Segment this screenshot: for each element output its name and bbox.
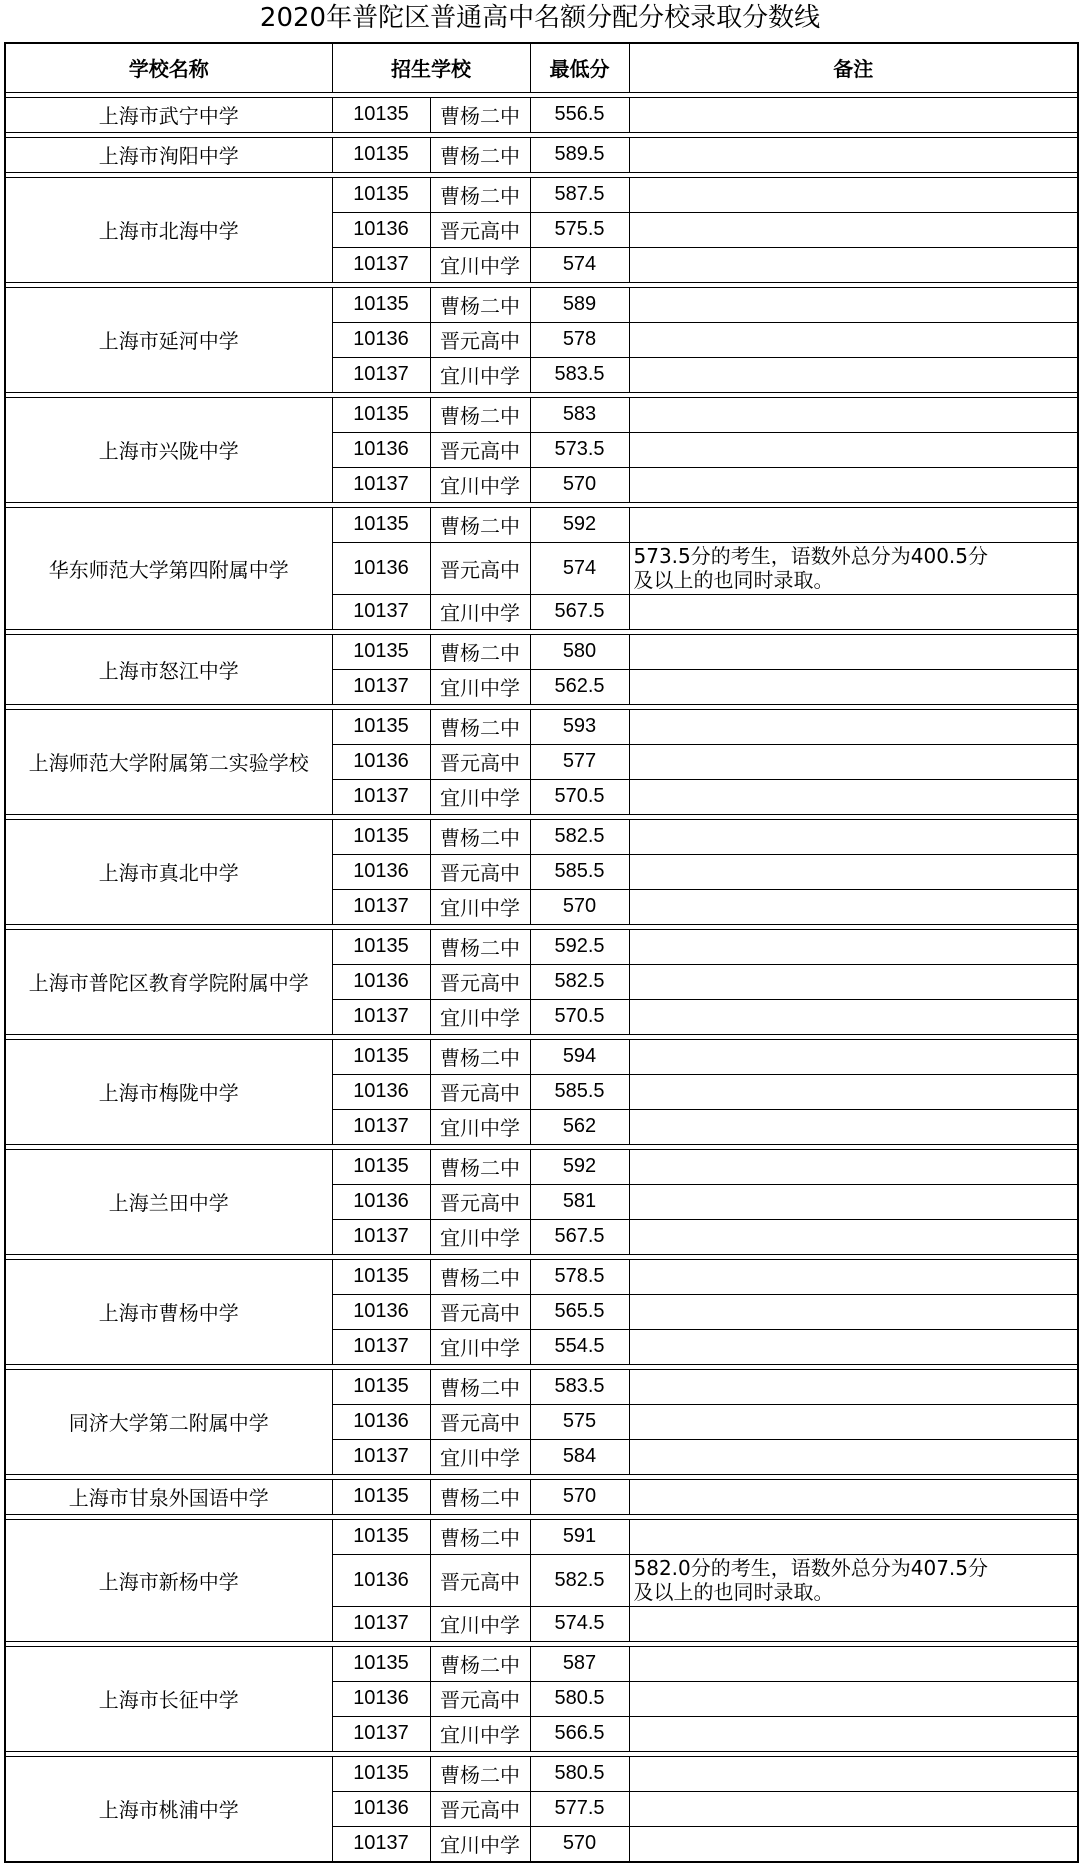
target-school-cell: 宜川中学 bbox=[430, 1329, 530, 1364]
note-line: 及以上的也同时录取。 bbox=[633, 1579, 834, 1604]
code-cell: 10137 bbox=[332, 1826, 430, 1862]
note-cell bbox=[629, 1519, 1078, 1554]
code-cell: 10137 bbox=[332, 357, 430, 392]
header-target: 招生学校 bbox=[332, 43, 530, 92]
code-cell: 10136 bbox=[332, 432, 430, 467]
code-cell: 10135 bbox=[332, 1519, 430, 1554]
table-row bbox=[5, 1259, 1078, 1294]
target-school-cell: 晋元高中 bbox=[430, 1791, 530, 1826]
note-cell bbox=[629, 357, 1078, 392]
table-row bbox=[5, 1479, 1078, 1514]
min-score-cell: 570 bbox=[530, 1826, 629, 1862]
code-cell: 10135 bbox=[332, 97, 430, 132]
note-line: 573.5分的考生，语数外总分为400.5分 bbox=[633, 543, 989, 568]
table-row bbox=[5, 634, 1078, 669]
code-cell: 10136 bbox=[332, 322, 430, 357]
code-cell: 10136 bbox=[332, 1404, 430, 1439]
note-cell bbox=[629, 1039, 1078, 1074]
school-name-cell: 上海市曹杨中学 bbox=[5, 1259, 332, 1364]
note-cell bbox=[629, 744, 1078, 779]
school-name-cell: 上海市梅陇中学 bbox=[5, 1039, 332, 1144]
table-row bbox=[5, 1149, 1078, 1184]
min-score-cell: 570 bbox=[530, 467, 629, 502]
target-school-cell: 曹杨二中 bbox=[430, 137, 530, 172]
min-score-cell: 574.5 bbox=[530, 1606, 629, 1641]
target-school-cell: 晋元高中 bbox=[430, 964, 530, 999]
note-cell bbox=[629, 1554, 1078, 1606]
min-score-cell: 587.5 bbox=[530, 177, 629, 212]
school-name-cell: 上海兰田中学 bbox=[5, 1149, 332, 1254]
table-body bbox=[5, 97, 1078, 1862]
school-name-cell: 上海市真北中学 bbox=[5, 819, 332, 924]
code-cell: 10137 bbox=[332, 779, 430, 814]
min-score-cell: 570.5 bbox=[530, 999, 629, 1034]
school-name-cell: 上海市桃浦中学 bbox=[5, 1756, 332, 1862]
target-school-cell: 晋元高中 bbox=[430, 1294, 530, 1329]
code-cell: 10135 bbox=[332, 634, 430, 669]
note-cell bbox=[629, 1219, 1078, 1254]
target-school-cell: 晋元高中 bbox=[430, 432, 530, 467]
min-score-cell: 583.5 bbox=[530, 357, 629, 392]
min-score-cell: 594 bbox=[530, 1039, 629, 1074]
note-cell bbox=[629, 1259, 1078, 1294]
school-name-cell: 上海师范大学附属第二实验学校 bbox=[5, 709, 332, 814]
note-cell bbox=[629, 1149, 1078, 1184]
table-row bbox=[5, 709, 1078, 744]
target-school-cell: 曹杨二中 bbox=[430, 97, 530, 132]
min-score-cell: 584 bbox=[530, 1439, 629, 1474]
note-cell bbox=[629, 854, 1078, 889]
note-cell bbox=[629, 669, 1078, 704]
code-cell: 10135 bbox=[332, 137, 430, 172]
code-cell: 10137 bbox=[332, 594, 430, 629]
note-cell bbox=[629, 397, 1078, 432]
note-cell bbox=[629, 542, 1078, 594]
code-cell: 10136 bbox=[332, 964, 430, 999]
min-score-cell: 592 bbox=[530, 507, 629, 542]
note-cell bbox=[629, 1756, 1078, 1791]
target-school-cell: 曹杨二中 bbox=[430, 177, 530, 212]
note-cell bbox=[629, 1439, 1078, 1474]
target-school-cell: 宜川中学 bbox=[430, 669, 530, 704]
note-cell bbox=[629, 1646, 1078, 1681]
min-score-cell: 562.5 bbox=[530, 669, 629, 704]
header-note: 备注 bbox=[629, 43, 1078, 92]
min-score-cell: 591 bbox=[530, 1519, 629, 1554]
note-cell bbox=[629, 212, 1078, 247]
min-score-cell: 589.5 bbox=[530, 137, 629, 172]
min-score-cell: 593 bbox=[530, 709, 629, 744]
target-school-cell: 宜川中学 bbox=[430, 999, 530, 1034]
target-school-cell: 宜川中学 bbox=[430, 1109, 530, 1144]
note-cell bbox=[629, 137, 1078, 172]
note-cell bbox=[629, 1791, 1078, 1826]
table-row bbox=[5, 97, 1078, 132]
min-score-cell: 592 bbox=[530, 1149, 629, 1184]
code-cell: 10135 bbox=[332, 177, 430, 212]
note-cell bbox=[629, 1404, 1078, 1439]
note-cell bbox=[629, 177, 1078, 212]
min-score-cell: 585.5 bbox=[530, 1074, 629, 1109]
note-cell bbox=[629, 779, 1078, 814]
target-school-cell: 曹杨二中 bbox=[430, 1369, 530, 1404]
min-score-cell: 589 bbox=[530, 287, 629, 322]
target-school-cell: 宜川中学 bbox=[430, 1716, 530, 1751]
note-cell bbox=[629, 819, 1078, 854]
table-row bbox=[5, 1519, 1078, 1554]
min-score-cell: 567.5 bbox=[530, 1219, 629, 1254]
code-cell: 10135 bbox=[332, 1479, 430, 1514]
code-cell: 10136 bbox=[332, 744, 430, 779]
code-cell: 10137 bbox=[332, 1219, 430, 1254]
min-score-cell: 592.5 bbox=[530, 929, 629, 964]
code-cell: 10135 bbox=[332, 929, 430, 964]
target-school-cell: 晋元高中 bbox=[430, 542, 530, 594]
note-cell bbox=[629, 709, 1078, 744]
target-school-cell: 曹杨二中 bbox=[430, 1479, 530, 1514]
target-school-cell: 曹杨二中 bbox=[430, 1259, 530, 1294]
target-school-cell: 宜川中学 bbox=[430, 1219, 530, 1254]
min-score-cell: 583.5 bbox=[530, 1369, 629, 1404]
note-cell bbox=[629, 1826, 1078, 1862]
target-school-cell: 宜川中学 bbox=[430, 1826, 530, 1862]
target-school-cell: 曹杨二中 bbox=[430, 929, 530, 964]
code-cell: 10136 bbox=[332, 212, 430, 247]
min-score-cell: 581 bbox=[530, 1184, 629, 1219]
note-line: 及以上的也同时录取。 bbox=[633, 567, 834, 592]
target-school-cell: 宜川中学 bbox=[430, 247, 530, 282]
min-score-cell: 556.5 bbox=[530, 97, 629, 132]
min-score-cell: 577 bbox=[530, 744, 629, 779]
note-line: 582.0分的考生，语数外总分为407.5分 bbox=[633, 1555, 989, 1580]
note-cell bbox=[629, 1716, 1078, 1751]
note-cell bbox=[629, 964, 1078, 999]
note-cell bbox=[629, 999, 1078, 1034]
school-name-cell: 上海市怒江中学 bbox=[5, 634, 332, 704]
code-cell: 10135 bbox=[332, 1259, 430, 1294]
code-cell: 10135 bbox=[332, 1646, 430, 1681]
target-school-cell: 晋元高中 bbox=[430, 1404, 530, 1439]
note-cell bbox=[629, 1681, 1078, 1716]
min-score-cell: 554.5 bbox=[530, 1329, 629, 1364]
min-score-cell: 582.5 bbox=[530, 1554, 629, 1606]
table-row bbox=[5, 397, 1078, 432]
code-cell: 10135 bbox=[332, 1756, 430, 1791]
code-cell: 10136 bbox=[332, 1184, 430, 1219]
code-cell: 10136 bbox=[332, 1791, 430, 1826]
header-school: 学校名称 bbox=[5, 43, 332, 92]
code-cell: 10137 bbox=[332, 247, 430, 282]
table-row bbox=[5, 137, 1078, 172]
school-name-cell: 上海市甘泉外国语中学 bbox=[5, 1479, 332, 1514]
note-cell bbox=[629, 1369, 1078, 1404]
table-row bbox=[5, 1756, 1078, 1791]
table-row bbox=[5, 507, 1078, 542]
min-score-cell: 580.5 bbox=[530, 1756, 629, 1791]
code-cell: 10137 bbox=[332, 999, 430, 1034]
target-school-cell: 曹杨二中 bbox=[430, 634, 530, 669]
code-cell: 10135 bbox=[332, 1149, 430, 1184]
min-score-cell: 570 bbox=[530, 1479, 629, 1514]
note-cell bbox=[629, 1479, 1078, 1514]
target-school-cell: 宜川中学 bbox=[430, 1606, 530, 1641]
target-school-cell: 曹杨二中 bbox=[430, 819, 530, 854]
note-cell bbox=[629, 1074, 1078, 1109]
min-score-cell: 573.5 bbox=[530, 432, 629, 467]
table-row bbox=[5, 819, 1078, 854]
note-cell bbox=[629, 594, 1078, 629]
min-score-cell: 587 bbox=[530, 1646, 629, 1681]
code-cell: 10135 bbox=[332, 287, 430, 322]
target-school-cell: 曹杨二中 bbox=[430, 287, 530, 322]
table-row bbox=[5, 1646, 1078, 1681]
min-score-cell: 574 bbox=[530, 247, 629, 282]
target-school-cell: 曹杨二中 bbox=[430, 709, 530, 744]
header-row bbox=[5, 43, 1078, 92]
min-score-cell: 562 bbox=[530, 1109, 629, 1144]
school-name-cell: 华东师范大学第四附属中学 bbox=[5, 507, 332, 629]
code-cell: 10135 bbox=[332, 819, 430, 854]
code-cell: 10135 bbox=[332, 709, 430, 744]
target-school-cell: 宜川中学 bbox=[430, 889, 530, 924]
code-cell: 10137 bbox=[332, 1606, 430, 1641]
note-cell bbox=[629, 889, 1078, 924]
code-cell: 10135 bbox=[332, 507, 430, 542]
page-title: 2020年普陀区普通高中名额分配分校录取分数线 bbox=[259, 3, 821, 33]
code-cell: 10135 bbox=[332, 1039, 430, 1074]
min-score-cell: 577.5 bbox=[530, 1791, 629, 1826]
min-score-cell: 582.5 bbox=[530, 819, 629, 854]
target-school-cell: 曹杨二中 bbox=[430, 397, 530, 432]
school-name-cell: 上海市武宁中学 bbox=[5, 97, 332, 132]
note-cell bbox=[629, 1329, 1078, 1364]
school-name-cell: 上海市普陀区教育学院附属中学 bbox=[5, 929, 332, 1034]
note-cell bbox=[629, 1606, 1078, 1641]
code-cell: 10135 bbox=[332, 1369, 430, 1404]
code-cell: 10136 bbox=[332, 1294, 430, 1329]
target-school-cell: 宜川中学 bbox=[430, 357, 530, 392]
target-school-cell: 晋元高中 bbox=[430, 1681, 530, 1716]
code-cell: 10135 bbox=[332, 397, 430, 432]
school-name-cell: 上海市洵阳中学 bbox=[5, 137, 332, 172]
min-score-cell: 583 bbox=[530, 397, 629, 432]
target-school-cell: 晋元高中 bbox=[430, 744, 530, 779]
note-cell bbox=[629, 1109, 1078, 1144]
min-score-cell: 566.5 bbox=[530, 1716, 629, 1751]
score-table bbox=[4, 42, 1079, 1863]
code-cell: 10137 bbox=[332, 669, 430, 704]
target-school-cell: 晋元高中 bbox=[430, 1184, 530, 1219]
note-cell bbox=[629, 247, 1078, 282]
min-score-cell: 585.5 bbox=[530, 854, 629, 889]
min-score-cell: 574 bbox=[530, 542, 629, 594]
table-row bbox=[5, 1039, 1078, 1074]
header-score: 最低分 bbox=[530, 43, 629, 92]
note-cell bbox=[629, 929, 1078, 964]
min-score-cell: 580 bbox=[530, 634, 629, 669]
note-cell bbox=[629, 467, 1078, 502]
code-cell: 10136 bbox=[332, 854, 430, 889]
min-score-cell: 575.5 bbox=[530, 212, 629, 247]
code-cell: 10136 bbox=[332, 1554, 430, 1606]
note-cell bbox=[629, 507, 1078, 542]
code-cell: 10137 bbox=[332, 889, 430, 924]
target-school-cell: 曹杨二中 bbox=[430, 1756, 530, 1791]
min-score-cell: 578.5 bbox=[530, 1259, 629, 1294]
target-school-cell: 曹杨二中 bbox=[430, 1039, 530, 1074]
target-school-cell: 晋元高中 bbox=[430, 322, 530, 357]
code-cell: 10137 bbox=[332, 1329, 430, 1364]
min-score-cell: 578 bbox=[530, 322, 629, 357]
target-school-cell: 曹杨二中 bbox=[430, 507, 530, 542]
code-cell: 10137 bbox=[332, 1109, 430, 1144]
school-name-cell: 上海市长征中学 bbox=[5, 1646, 332, 1751]
min-score-cell: 575 bbox=[530, 1404, 629, 1439]
target-school-cell: 晋元高中 bbox=[430, 854, 530, 889]
school-name-cell: 上海市新杨中学 bbox=[5, 1519, 332, 1641]
code-cell: 10136 bbox=[332, 1681, 430, 1716]
note-cell bbox=[629, 432, 1078, 467]
school-name-cell: 上海市兴陇中学 bbox=[5, 397, 332, 502]
target-school-cell: 晋元高中 bbox=[430, 212, 530, 247]
code-cell: 10136 bbox=[332, 1074, 430, 1109]
note-cell bbox=[629, 1294, 1078, 1329]
min-score-cell: 567.5 bbox=[530, 594, 629, 629]
min-score-cell: 570.5 bbox=[530, 779, 629, 814]
target-school-cell: 晋元高中 bbox=[430, 1554, 530, 1606]
target-school-cell: 晋元高中 bbox=[430, 1074, 530, 1109]
school-name-cell: 上海市延河中学 bbox=[5, 287, 332, 392]
note-cell bbox=[629, 287, 1078, 322]
note-cell bbox=[629, 322, 1078, 357]
table-row bbox=[5, 287, 1078, 322]
note-cell bbox=[629, 634, 1078, 669]
code-cell: 10136 bbox=[332, 542, 430, 594]
target-school-cell: 曹杨二中 bbox=[430, 1646, 530, 1681]
school-name-cell: 同济大学第二附属中学 bbox=[5, 1369, 332, 1474]
target-school-cell: 曹杨二中 bbox=[430, 1149, 530, 1184]
min-score-cell: 570 bbox=[530, 889, 629, 924]
target-school-cell: 宜川中学 bbox=[430, 467, 530, 502]
target-school-cell: 宜川中学 bbox=[430, 1439, 530, 1474]
table-row bbox=[5, 1369, 1078, 1404]
school-name-cell: 上海市北海中学 bbox=[5, 177, 332, 282]
min-score-cell: 565.5 bbox=[530, 1294, 629, 1329]
target-school-cell: 宜川中学 bbox=[430, 779, 530, 814]
target-school-cell: 曹杨二中 bbox=[430, 1519, 530, 1554]
table-row bbox=[5, 929, 1078, 964]
table-row bbox=[5, 177, 1078, 212]
target-school-cell: 宜川中学 bbox=[430, 594, 530, 629]
code-cell: 10137 bbox=[332, 1439, 430, 1474]
min-score-cell: 582.5 bbox=[530, 964, 629, 999]
code-cell: 10137 bbox=[332, 467, 430, 502]
note-cell bbox=[629, 1184, 1078, 1219]
note-cell bbox=[629, 97, 1078, 132]
min-score-cell: 580.5 bbox=[530, 1681, 629, 1716]
code-cell: 10137 bbox=[332, 1716, 430, 1751]
